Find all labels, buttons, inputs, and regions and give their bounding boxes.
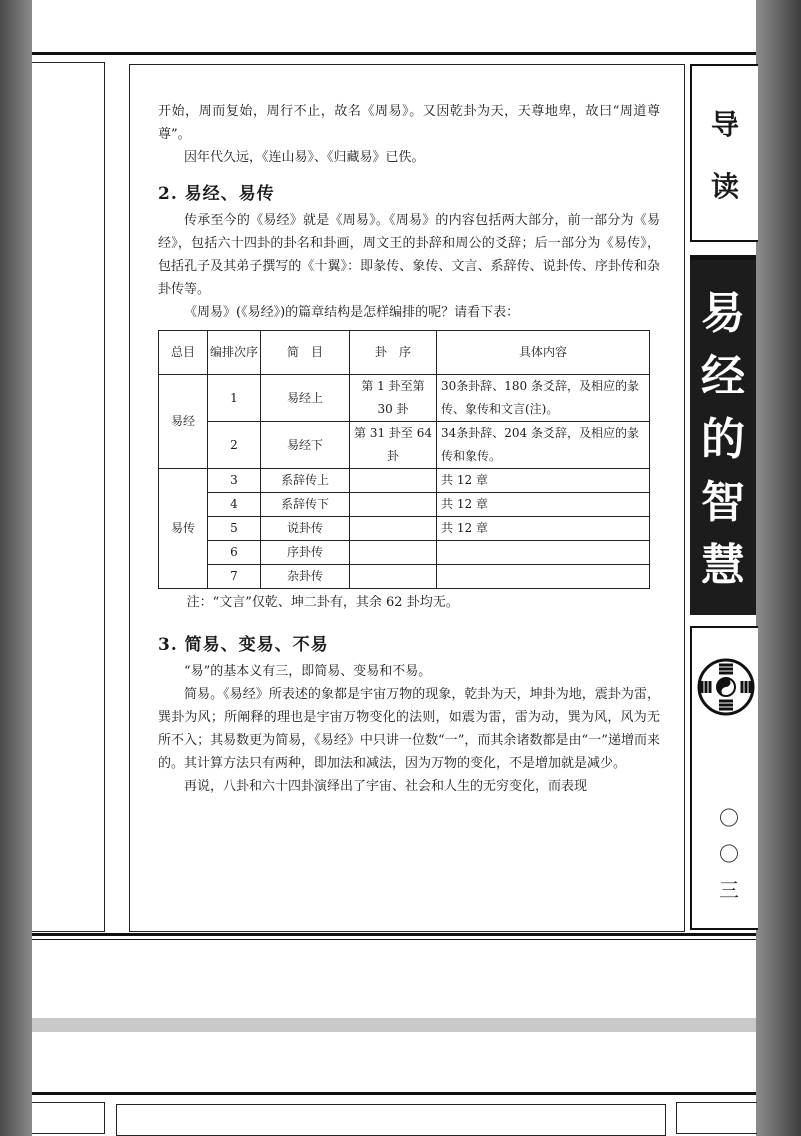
table-cell: 易经下 [261,422,350,469]
table-cell: 系辞传下 [261,493,350,517]
table-cell: 7 [208,565,261,589]
tab-char: 读 [710,170,739,203]
paragraph: 开始，周而复始，周行不止，故名《周易》。又因乾卦为天，天尊地卑，故曰“周道尊尊”。 [158,104,660,142]
tab-char: 导 [710,108,739,141]
table-cell: 4 [208,493,261,517]
main-text [158,100,660,798]
top-rule [32,52,756,55]
paragraph: 再说，八卦和六十四卦演绎出了宇宙、社会和人生的无穷变化，而表现 [184,779,588,794]
table-note: 注：“文言”仅乾、坤二卦有，其余 62 卦均无。 [186,595,459,610]
table-cell: 系辞传上 [261,469,350,493]
table-cell [437,565,650,589]
table-row [159,565,650,589]
table-cell: 30条卦辞、180 条爻辞，及相应的彖传、象传和文言(注)。 [437,375,650,422]
title-char: 慧 [701,540,745,591]
table-cell: 共 12 章 [437,493,650,517]
table-cell [350,541,437,565]
paragraph: 因年代久远，《连山易》、《归藏易》已佚。 [184,150,425,165]
group-cell: 易经 [159,375,208,469]
table-cell [350,565,437,589]
table-cell: 第 31 卦至 64 卦 [350,422,437,469]
top-rule [32,1092,756,1095]
group-cell: 易传 [159,469,208,589]
table-header: 具体内容 [437,331,650,375]
paragraph: 《周易》(《易经》)的篇章结构是怎样编排的呢？请看下表： [184,305,520,320]
table-cell: 5 [208,517,261,541]
table-cell: 共 12 章 [437,517,650,541]
title-char: 的 [701,414,745,465]
table-cell: 第 1 卦至第 30 卦 [350,375,437,422]
table-row [159,469,650,493]
page-gap [32,1018,756,1032]
table-cell: 2 [208,422,261,469]
title-char: 智 [701,477,745,528]
table-cell: 1 [208,375,261,422]
title-char: 易 [701,288,745,339]
table-cell [437,541,650,565]
guide-tab [690,64,758,242]
table-header-row [159,331,650,375]
bagua-icon [696,657,756,717]
book-title-band [690,255,756,615]
page-digit: 三 [719,878,739,902]
table-header: 总目 [159,331,208,375]
paragraph: 传承至今的《易经》就是《周易》。《周易》的内容包括两大部分，前一部分为《易经》，包括六十四卦的卦名和卦画，周文王的卦辞和周公的爻辞；后一部分为《易传》，包括孔子及其弟子撰写的《十翼》：即彖传、象传、文言、系辞传、说卦传、序卦传和杂卦传等。 [158,213,660,297]
table-cell: 序卦传 [261,541,350,565]
table-header: 卦 序 [350,331,437,375]
bottom-rule-thin [32,939,756,940]
table-cell: 34条卦辞、204 条爻辞，及相应的彖传和象传。 [437,422,650,469]
table-row [159,517,650,541]
text-frame [116,1104,666,1136]
table-cell: 易经上 [261,375,350,422]
paragraph: 简易。《易经》所表述的象都是宇宙万物的现象，乾卦为天，坤卦为地，震卦为雷，巽卦为风；所阐释的理也是宇宙万物变化的法则，如震为雷，雷为动，巽为风，风为无所不入；其易数更为简易，《易经》中只讲一位数“一”，而其余诸数都是由“一”递增而来的。其计算方法只有两种，即加法和减法，因为万物的变化，不是增加就是减少。 [158,687,660,771]
title-char: 经 [701,351,745,402]
section-heading: 2. 易经、易传 [158,184,275,204]
structure-table [158,330,650,589]
table-cell: 杂卦传 [261,565,350,589]
page-digit: 〇 [719,842,739,866]
table-cell: 3 [208,469,261,493]
page-digit: 〇 [719,806,739,830]
table-header: 简 目 [261,331,350,375]
table-row [159,493,650,517]
side-frame [676,1102,757,1134]
table-row [159,541,650,565]
table-cell [350,469,437,493]
table-row [159,422,650,469]
table-cell [350,517,437,541]
table-cell: 说卦传 [261,517,350,541]
page-number [714,800,744,908]
table-row [159,375,650,422]
table-cell: 6 [208,541,261,565]
table-header: 编排次序 [208,331,261,375]
left-margin-frame [32,1102,105,1134]
bottom-rule [32,933,756,936]
table-cell: 共 12 章 [437,469,650,493]
left-margin-frame [32,62,105,932]
paragraph: “易”的基本义有三，即简易、变易和不易。 [184,664,432,679]
table-cell [350,493,437,517]
next-page [32,1032,756,1122]
section-heading: 3. 简易、变易、不易 [158,635,329,655]
